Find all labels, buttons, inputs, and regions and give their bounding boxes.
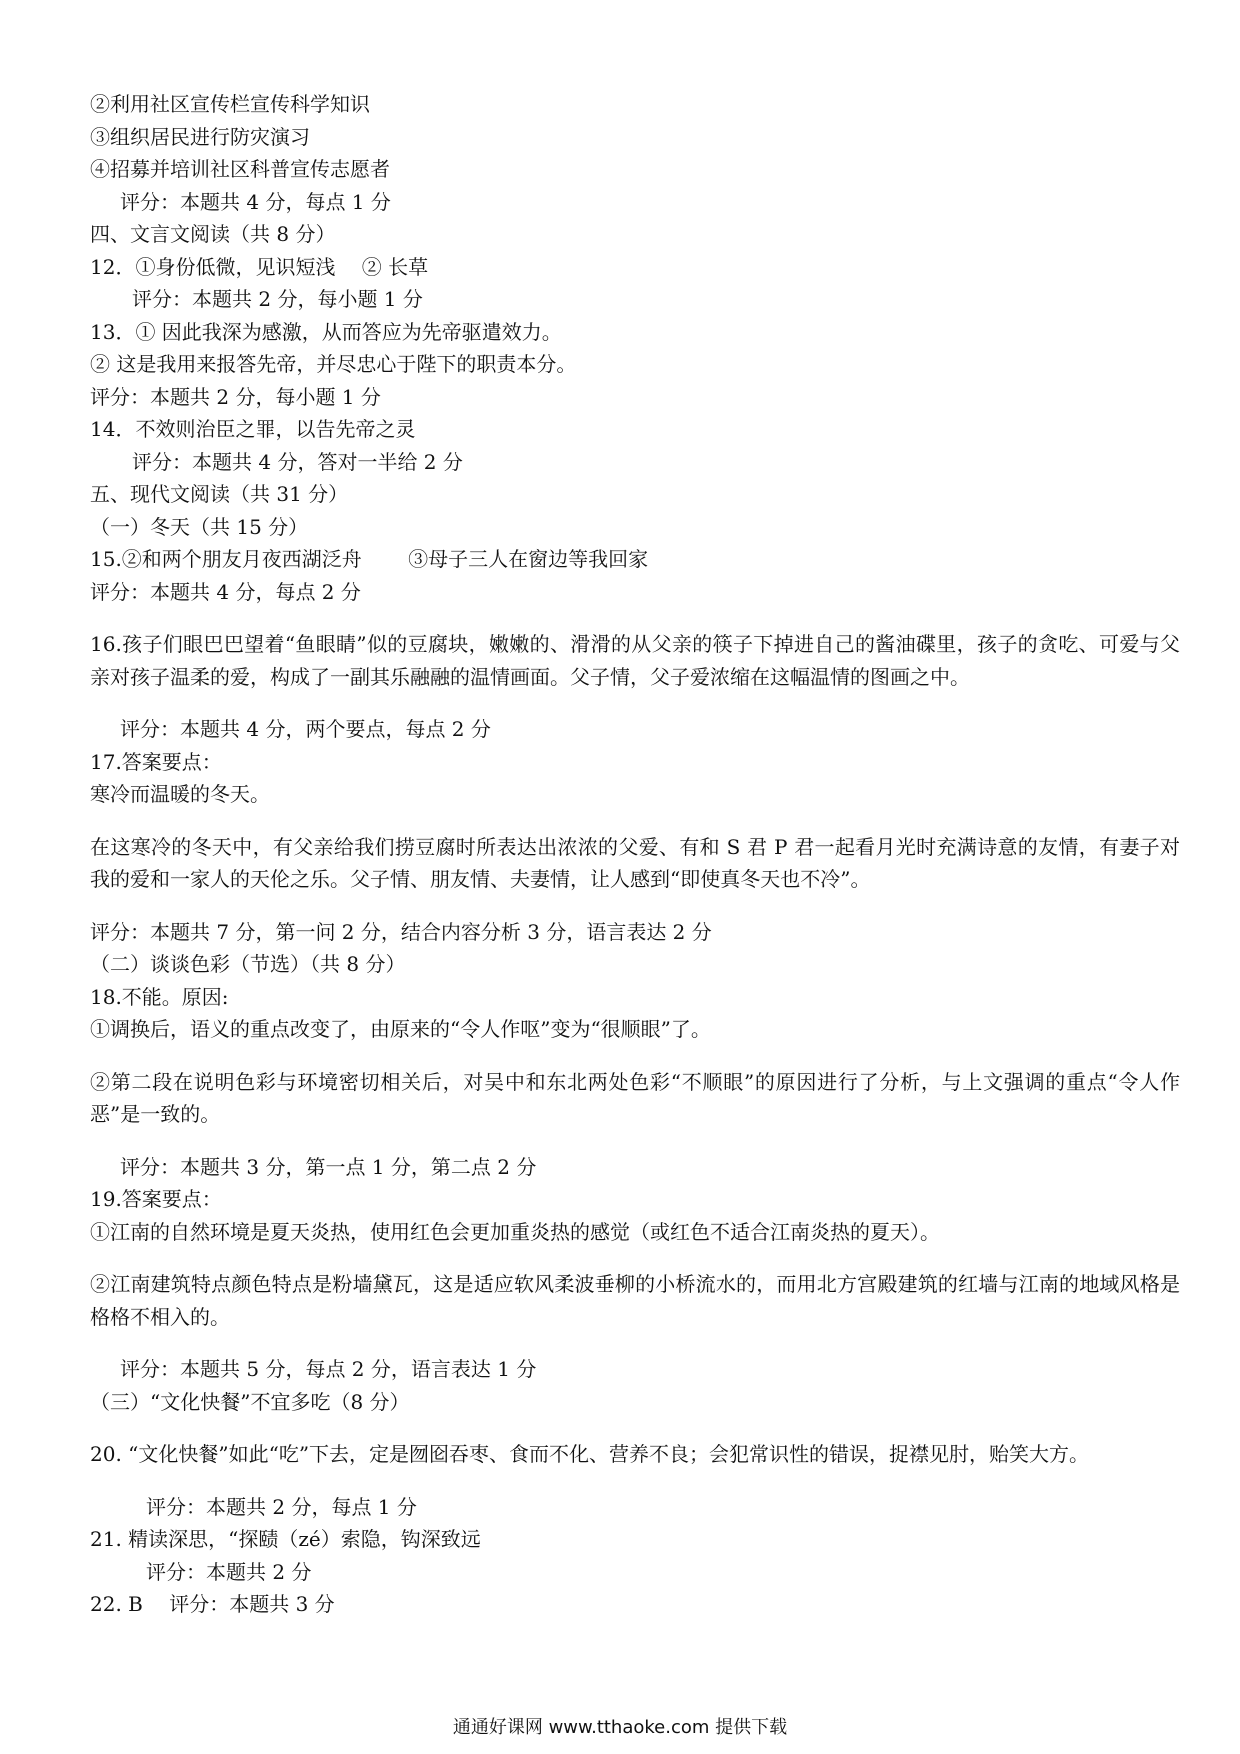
subsection-heading: （三）“文化快餐”不宜多吃（8 分）: [90, 1389, 410, 1414]
text-line: ①调换后，语义的重点改变了，由原来的“令人作呕”变为“很顺眼”了。: [90, 1017, 711, 1041]
question-answer: 12．①身份低微，见识短浅 ② 长草: [90, 254, 429, 279]
scoring-line: 评分：本题共 5 分，每点 2 分，语言表达 1 分: [120, 1357, 537, 1381]
question-answer: 19.答案要点：: [90, 1187, 222, 1211]
scoring-line: 评分：本题共 2 分，每小题 1 分: [90, 384, 381, 409]
scoring-line: 评分：本题共 2 分，每小题 1 分: [132, 287, 423, 311]
text-line: ② 这是我用来报答先帝，并尽忠心于陛下的职责本分。: [90, 352, 577, 376]
section-heading: 五、现代文阅读（共 31 分）: [90, 482, 349, 506]
text-paragraph: ②江南建筑特点颜色特点是粉墙黛瓦，这是适应软风柔波垂柳的小桥流水的，而用北方宫殿建筑的红墙与江南的地域风格是格格不相入的。: [90, 1272, 1180, 1329]
answer-content: [90, 88, 1180, 1621]
section-heading: 四、文言文阅读（共 8 分）: [90, 222, 336, 246]
scoring-line: 评分：本题共 2 分: [146, 1559, 312, 1584]
question-answer: 16.孩子们眼巴巴望着“鱼眼睛”似的豆腐块，嫩嫩的、滑滑的从父亲的筷子下掉进自己的酱油碟里，孩子的贪吃、可爱与父亲对孩子温柔的爱，构成了一副其乐融融的温情画面。父子情，父子爱浓缩在这幅温情的图画之中。: [90, 632, 1180, 689]
question-answer: 22. B 评分：本题共 3 分: [90, 1592, 335, 1616]
question-answer: 21. 精读深思，“探赜（zé）索隐，钩深致远: [90, 1527, 481, 1551]
question-answer: 17.答案要点：: [90, 749, 222, 774]
text-line: ③组织居民进行防灾演习: [90, 124, 310, 149]
scoring-line: 评分：本题共 4 分，两个要点，每点 2 分: [120, 717, 491, 741]
text-paragraph: ②第二段在说明色彩与环境密切相关后，对吴中和东北两处色彩“不顺眼”的原因进行了分析，与上文强调的重点“令人作恶”是一致的。: [90, 1069, 1180, 1126]
scoring-line: 评分：本题共 4 分，答对一半给 2 分: [132, 449, 463, 474]
question-answer: 18.不能。原因:: [90, 984, 229, 1009]
subsection-heading: （一）冬天（共 15 分）: [90, 514, 309, 539]
question-answer: 14．不效则治臣之罪，以告先帝之灵: [90, 417, 416, 441]
question-answer: 13．① 因此我深为感激，从而答应为先帝驱遣效力。: [90, 319, 562, 344]
text-line: 寒冷而温暖的冬天。: [90, 782, 270, 806]
scoring-line: 评分：本题共 7 分，第一问 2 分，结合内容分析 3 分，语言表达 2 分: [90, 919, 712, 944]
scoring-line: 评分：本题共 3 分，第一点 1 分，第二点 2 分: [120, 1154, 537, 1179]
question-answer: 15.②和两个朋友月夜西湖泛舟 ③母子三人在窗边等我回家: [90, 547, 649, 571]
scoring-line: 评分：本题共 2 分，每点 1 分: [146, 1494, 417, 1519]
question-answer: 20. “文化快餐”如此“吃”下去，定是囫囵吞枣、食而不化、营养不良；会犯常识性的错误，捉襟见肘，贻笑大方。: [90, 1442, 1090, 1466]
text-line: ④招募并培训社区科普宣传志愿者: [90, 157, 390, 181]
text-line: ①江南的自然环境是夏天炎热，使用红色会更加重炎热的感觉（或红色不适合江南炎热的夏天）。: [90, 1219, 940, 1244]
scoring-line: 评分：本题共 4 分，每点 2 分: [90, 579, 361, 604]
text-paragraph: 在这寒冷的冬天中，有父亲给我们捞豆腐时所表达出浓浓的父爱、有和 S 君 P 君一起看月光时充满诗意的友情，有妻子对我的爱和一家人的天伦之乐。父子情、朋友情、夫妻情，让人感到“即使真冬天也不冷”。: [90, 834, 1180, 891]
subsection-heading: （二）谈谈色彩（节选）（共 8 分）: [90, 952, 406, 976]
page-footer: 通通好课网 www.tthaoke.com 提供下载: [452, 1717, 788, 1738]
text-line: ②利用社区宣传栏宣传科学知识: [90, 92, 370, 116]
scoring-line: 评分：本题共 4 分，每点 1 分: [120, 189, 391, 214]
